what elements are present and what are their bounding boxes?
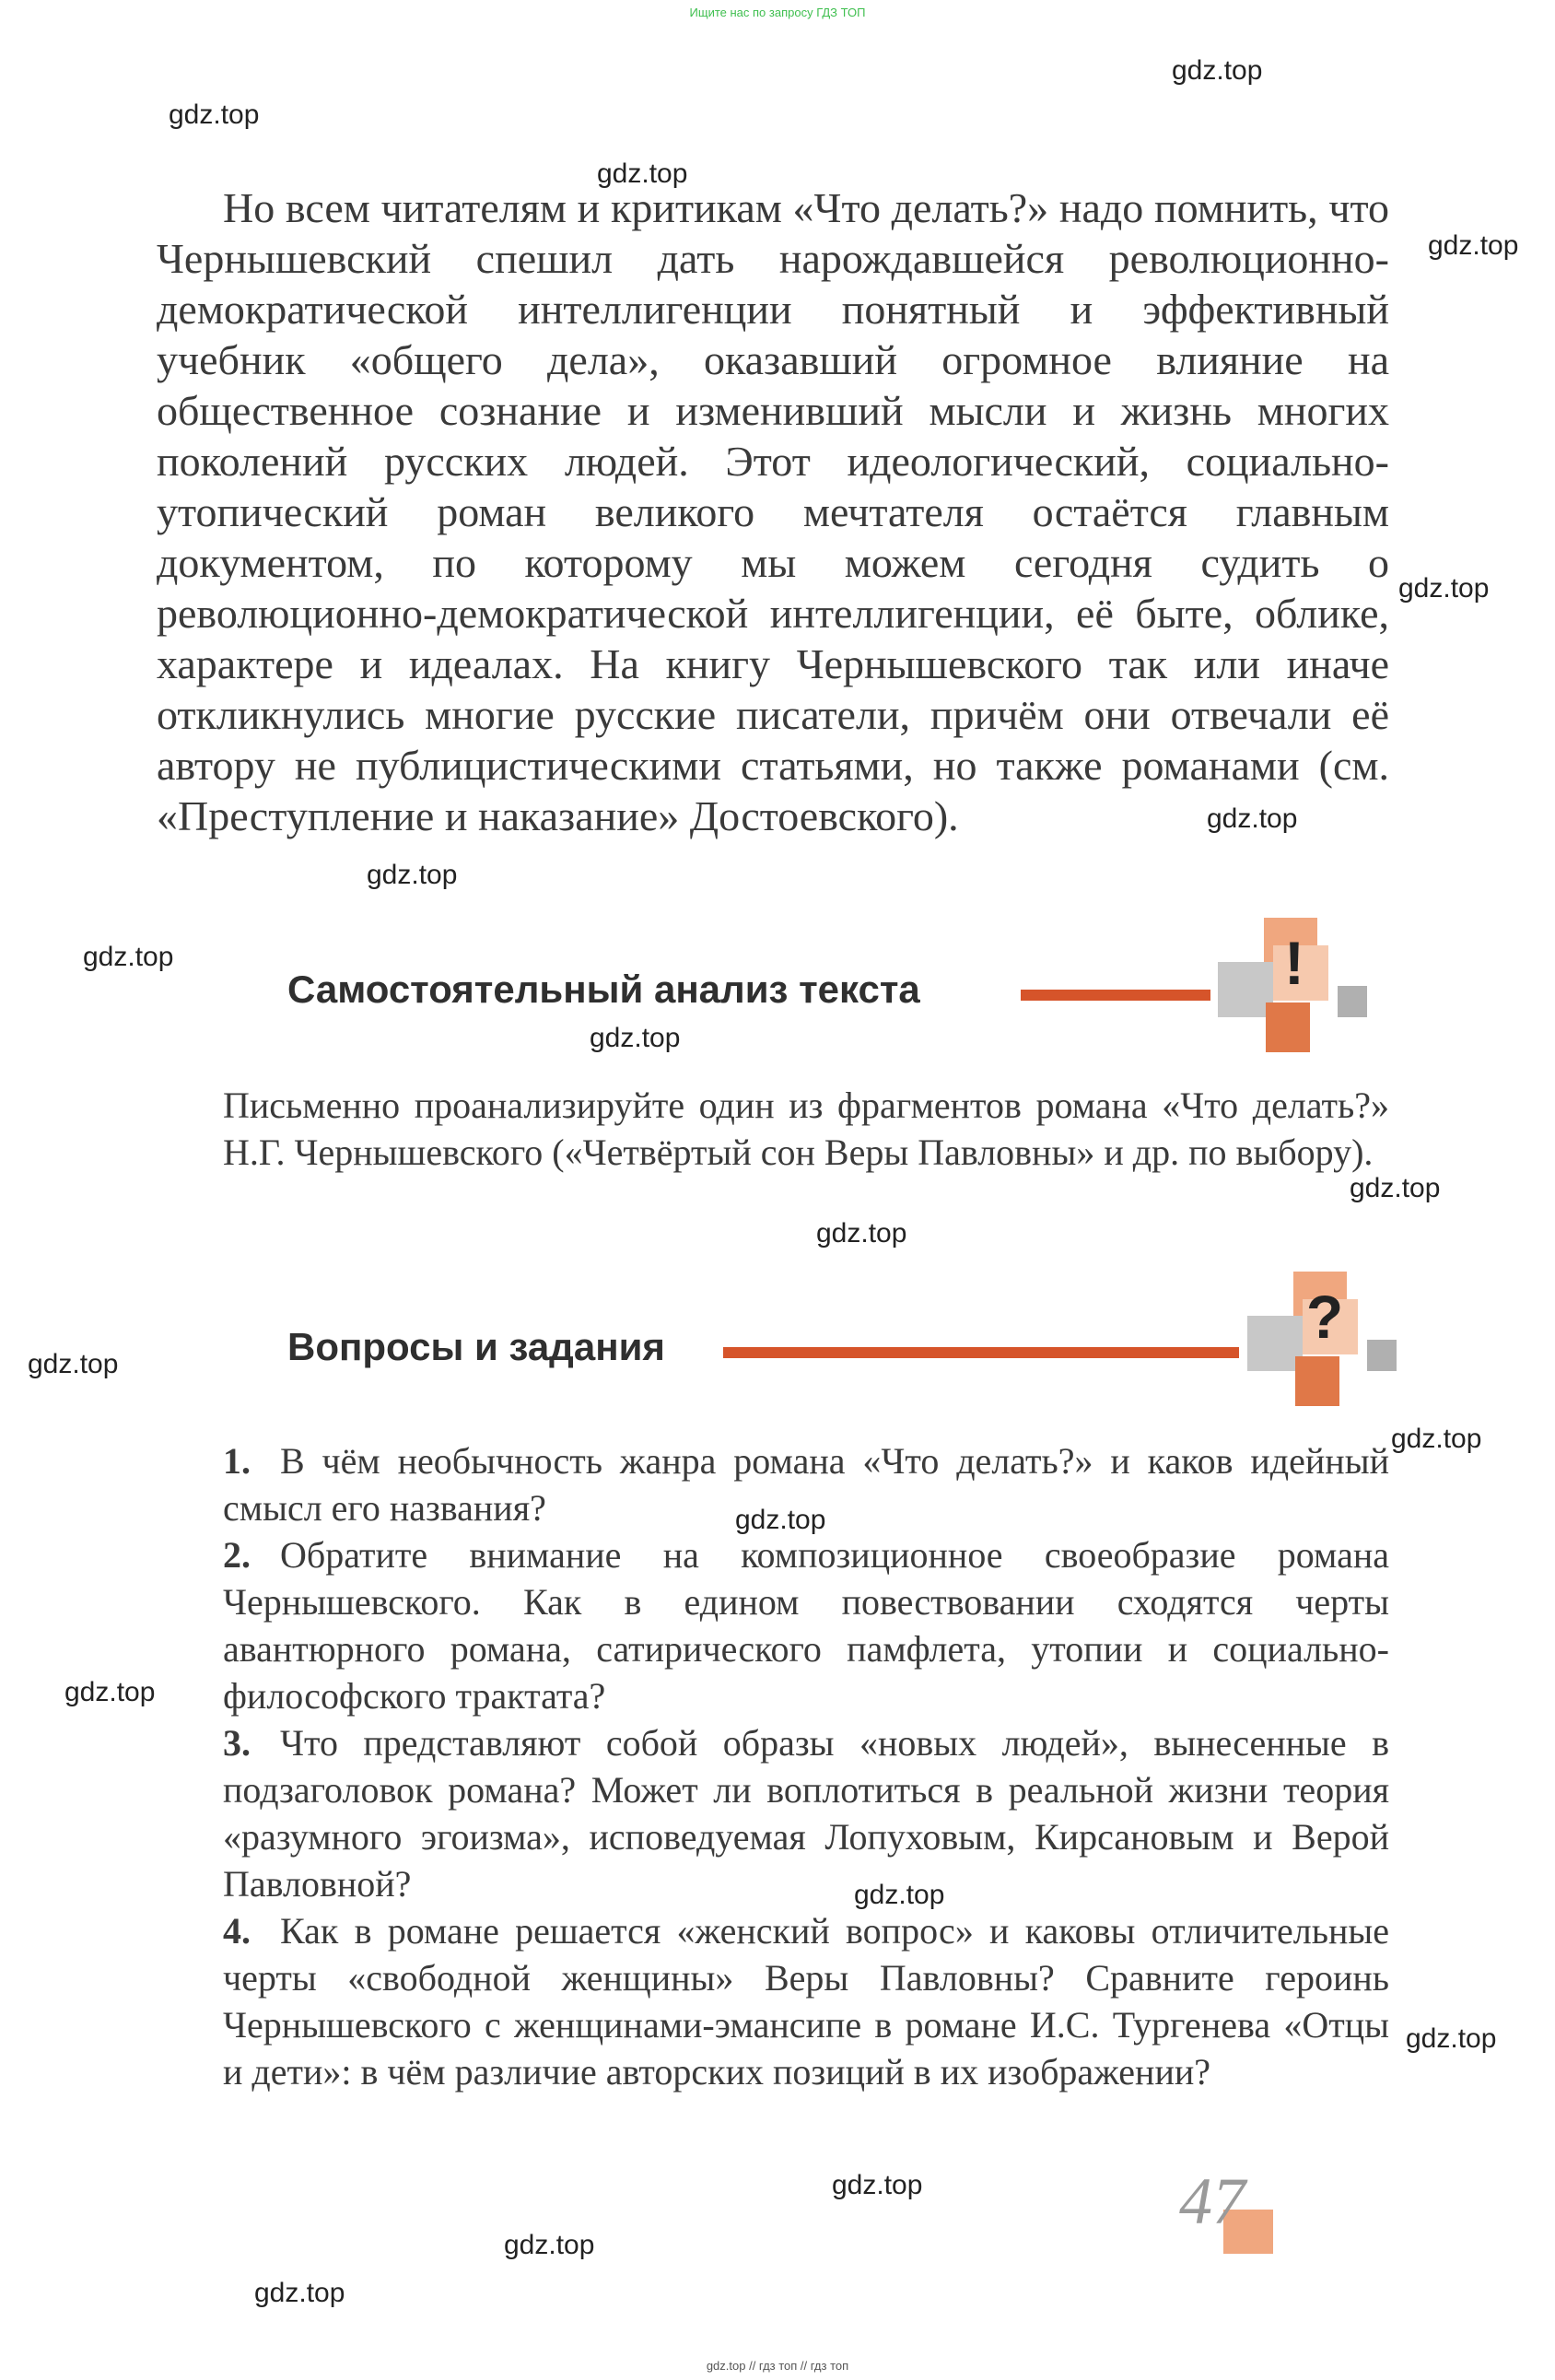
bottom-links[interactable]: gdz.top // гдз топ // гдз топ xyxy=(706,2359,849,2373)
section-questions-rule xyxy=(723,1347,1239,1358)
section-analysis-title: Самостоятельный анализ текста xyxy=(287,967,920,1011)
watermark: gdz.top xyxy=(832,2170,923,2200)
watermark: gdz.top xyxy=(735,1505,826,1535)
watermark: gdz.top xyxy=(83,942,174,972)
watermark: gdz.top xyxy=(1207,803,1298,834)
watermark: gdz.top xyxy=(1428,230,1519,261)
watermark: gdz.top xyxy=(64,1677,156,1707)
watermark: gdz.top xyxy=(816,1218,907,1249)
question-item: 2. Обратите внимание на композиционное своеобразие романа Чернышевского. Как в едином повествовании сходятся черты авантюрного романа, сатирического памфлета, утопии и социально-философского трактата? xyxy=(223,1534,1389,1717)
section-analysis-text: Письменно проанализируйте один из фрагментов романа «Что делать?» Н.Г. Чернышевского («Четвёртый сон Веры Павловны» и др. по выбору). xyxy=(223,1084,1389,1173)
section-analysis-rule xyxy=(1021,990,1210,1001)
intro-paragraph: Но всем читателям и критикам «Что делать?» надо помнить, что Чернышевский спешил дать нарождавшейся революционно-демократической интеллигенции понятный и эффективный учебник «общего дела», оказавший огромное влияние на общественное сознание и изменивший мысли и жизнь многих поколений русских людей. Этот идеологический, социально-утопический роман великого мечтателя остаётся главным документом, по которому мы можем сегодня судить о революционно-демократической интеллигенции, её быте, облике, характере и идеалах. На книгу Чернышевского так или иначе откликнулись многие русские писатели, причём они отвечали её автору не публицистическими статьями, но также романами (см. «Преступление и наказание» Достоевского). xyxy=(157,184,1389,839)
watermark: gdz.top xyxy=(1172,55,1263,86)
watermark: gdz.top xyxy=(169,100,260,130)
watermark: gdz.top xyxy=(367,860,458,890)
watermark: gdz.top xyxy=(504,2230,595,2260)
watermark: gdz.top xyxy=(1391,1424,1482,1454)
top-search-link[interactable]: Ищите нас по запросу ГДЗ ТОП xyxy=(689,6,866,19)
watermark: gdz.top xyxy=(28,1349,119,1379)
page-number: 47 xyxy=(1179,2164,1245,2238)
watermark: gdz.top xyxy=(854,1880,945,1910)
section-questions-title: Вопросы и задания xyxy=(287,1325,665,1368)
watermark: gdz.top xyxy=(254,2278,345,2308)
watermark: gdz.top xyxy=(597,158,688,189)
question-item: 4. Как в романе решается «женский вопрос» и каковы отличительные черты «свободной женщины» Веры Павловны? Сравните героинь Чернышевского с женщинами-эмансипе в романе И.С. Тургенева «Отцы и дети»: в чём различие авторских позиций в их изображении? xyxy=(223,1910,1389,2093)
question-item: 3. Что представляют собой образы «новых людей», вынесенные в подзаголовок романа? Может ли воплотиться в реальной жизни теория «разумного эгоизма», исповедуемая Лопуховым, Кирсановым и Верой Павловной? xyxy=(223,1722,1389,1905)
watermark: gdz.top xyxy=(590,1023,681,1053)
watermark: gdz.top xyxy=(1398,573,1490,604)
watermark: gdz.top xyxy=(1350,1173,1441,1203)
question-icon: ? xyxy=(1247,1272,1397,1406)
question-item: 1. В чём необычность жанра романа «Что делать?» и каков идейный смысл его названия? xyxy=(223,1440,1389,1529)
exclamation-icon: ! xyxy=(1218,918,1367,1052)
questions-list xyxy=(223,1437,1389,2095)
watermark: gdz.top xyxy=(1406,2023,1497,2054)
